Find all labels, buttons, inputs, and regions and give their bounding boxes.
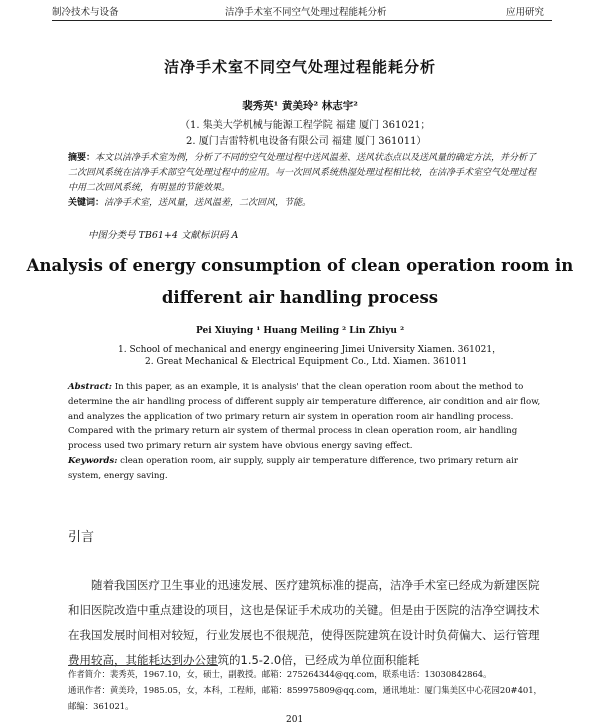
affiliation-cn-1: （1. 集美大学机械与能源工程学院 福建 厦门 361021； <box>180 120 431 131</box>
affiliation-cn-2: 2. 厦门吉雷特机电设备有限公司 福建 厦门 361011） <box>186 136 427 147</box>
footnote-postcode: 邮编：361021。 <box>68 701 134 711</box>
footnote-corresponding-author: 通讯作者：黄美玲，1985.05，女，本科，工程师，邮箱：859975809@qq.com，通讯地址：厦门集美区中心花园20#401， <box>68 685 542 695</box>
running-header-left: 制冷技术与设备 <box>52 7 119 18</box>
keywords-cn-label: 关键词： <box>68 198 105 208</box>
keywords-en-text: clean operation room, air supply, supply air temperature difference, two primary return air system, energy saving. <box>68 455 519 481</box>
authors-en: Pei Xiuying ¹ Huang Meiling ² Lin Zhiyu ² <box>195 326 405 336</box>
abstract-cn <box>68 151 544 211</box>
page-number: 201 <box>286 715 304 725</box>
header-rule <box>52 20 552 21</box>
paper-title-en-line2: different air handling process <box>161 288 439 307</box>
section-heading-introduction: 引言 <box>68 530 95 545</box>
affiliation-en-1: 1. School of mechanical and energy engineering Jimei University Xiamen. 361021， <box>118 345 502 355</box>
abstract-en-text: In this paper, as an example, it is analysis' that the clean operation room about the method to determine the air handling process of different supply air temperature difference, air condition and air flow, and analyzes the application of two primary return air system in operation room air handling process. Compared with the primary return air system of thermal process in clean operation room, air handling process used two primary return air system have obvious energy saving effect. <box>68 382 541 452</box>
classification-line: 中图分类号 TB61+4 文献标识码 A <box>88 230 239 241</box>
footnote-author-info: 作者简介：裴秀英，1967.10，女，硕士，副教授。邮箱：275264344@qq.com，联系电话：13030842864。 <box>68 669 492 679</box>
intro-paragraph: 随着我国医疗卫生事业的迅速发展、医疗建筑标准的提高，洁净手术室已经成为新建医院和旧医院改造中重点建设的项目，这也是保证手术成功的关键。但是由于医院的洁净空调技术在我国发展时间相对较短，行业发展也不很规范，使得医院建筑在设计时负荷偏大、运行管理费用较高，其能耗达到办公建筑的1.5-2.0倍，已经成为单位面积能耗 <box>68 578 540 667</box>
abstract-cn-label: 摘要： <box>68 153 96 163</box>
paper-title-en-line1: Analysis of energy consumption of clean operation room in <box>26 256 574 275</box>
affiliation-en-2: 2. Great Mechanical & Electrical Equipment Co., Ltd. Xiamen. 361011 <box>145 357 468 367</box>
footnote-rule <box>68 665 218 666</box>
keywords-en-label: Keywords: <box>68 455 118 466</box>
paper-title-cn: 洁净手术室不同空气处理过程能耗分析 <box>163 58 436 76</box>
keywords-cn-text: 洁净手术室，送风量，送风温差，二次回风，节能。 <box>104 198 312 208</box>
running-header-right: 应用研究 <box>506 7 545 18</box>
abstract-en-label: Abstract: <box>68 382 112 392</box>
authors-cn: 裴秀英¹ 黄美玲² 林志宇² <box>242 100 358 112</box>
abstract-cn-text: 本文以洁净手术室为例，分析了不同的空气处理过程中送风温差、送风状态点以及送风量的确定方法，并分析了二次回风系统在洁净手术部空气处理过程中的应用。与一次回风系统热湿处理过程相比较，在洁净手术室空气处理过程中用二次回风系统，有明显的节能效果。 <box>68 153 537 193</box>
running-header-center: 洁净手术室不同空气处理过程能耗分析 <box>225 7 387 18</box>
abstract-en <box>68 380 544 484</box>
